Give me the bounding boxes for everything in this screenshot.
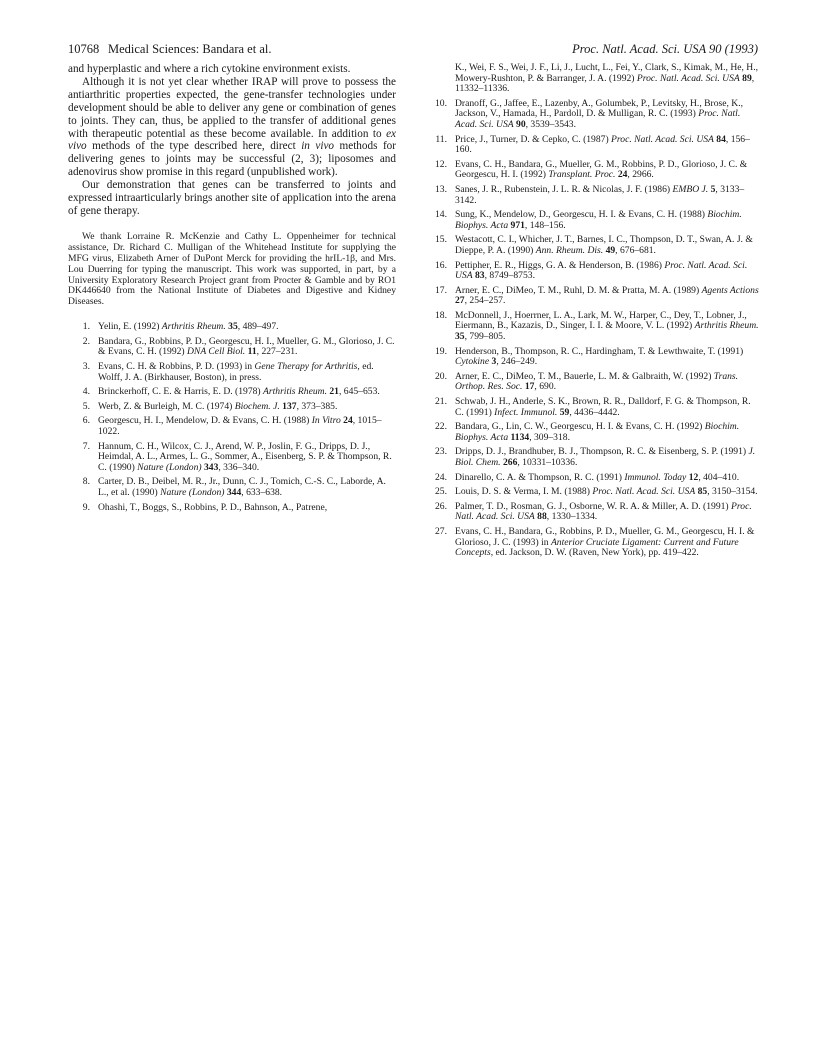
reference-pages: , 799–805. [464, 331, 506, 343]
reference-item [425, 487, 759, 498]
reference-pages: , 8749–8753. [484, 270, 535, 282]
reference-item [425, 160, 759, 181]
reference-item [68, 442, 396, 474]
reference-volume: 137 [279, 400, 297, 412]
reference-journal: Proc. Natl. Acad. Sci. USA [455, 500, 752, 523]
reference-volume: 35 [455, 331, 465, 343]
reference-item [425, 397, 759, 418]
reference-journal: Arthritis Rheum. [694, 320, 759, 332]
reference-item [68, 477, 396, 498]
reference-pages: , 3150–3154. [707, 486, 758, 498]
reference-authors: Sanes, J. R., Rubenstein, J. L. R. & Nicolas, J. F. (1986) [455, 183, 673, 195]
page-header [68, 42, 758, 60]
reference-number: 27. [435, 525, 447, 537]
reference-journal: DNA Cell Biol. [187, 346, 246, 358]
reference-journal: Anterior Cruciate Ligament: Current and Future Concepts [455, 536, 739, 559]
reference-volume: 90 [513, 118, 526, 130]
reference-volume: 84 [713, 133, 726, 145]
reference-volume: 5 [708, 183, 716, 195]
reference-number: 24. [435, 471, 447, 483]
reference-volume: 85 [695, 486, 708, 498]
reference-authors: Henderson, B., Thompson, R. C., Hardingham, T. & Lewthwaite, T. (1991) [455, 345, 744, 357]
reference-authors: Westacott, C. I., Whicher, J. T., Barnes, I. C., Thompson, D. T., Swan, A. J. & Dieppe, P. A. (1990) [455, 234, 753, 256]
reference-item [68, 402, 396, 413]
reference-volume: 27 [455, 295, 465, 307]
text-run: methods of the type described here, direct [86, 140, 302, 153]
reference-authors: Carter, D. B., Deibel, M. R., Jr., Dunn, C. J., Tomich, C.-S. C., Laborde, A. L., et al. (1990) [98, 476, 386, 498]
reference-number: 9. [82, 501, 90, 513]
reference-journal: Infect. Immunol. [494, 406, 558, 418]
reference-authors: Schwab, J. H., Anderle, S. K., Brown, R. R., Dalldorf, F. G. & Thompson, R. C. (1991) [455, 396, 751, 418]
italic-term: in vivo [301, 140, 335, 153]
reference-item [425, 372, 759, 393]
reference-journal: Proc. Natl. Acad. Sci. USA [611, 133, 714, 145]
reference-item [425, 235, 759, 256]
reference-authors: Dranoff, G., Jaffee, E., Lazenby, A., Golumbek, P., Levitsky, H., Brose, K., Jackson, V., Hamada, H., Pardoll, D. & Mulligan, R. C. (1993) [455, 97, 744, 120]
reference-journal: Immunol. Today [624, 471, 687, 483]
italic-term: ex vivo [68, 127, 396, 153]
reference-item [425, 210, 759, 231]
reference-volume: 11 [245, 346, 257, 358]
reference-pages: , 645–653. [338, 386, 380, 398]
reference-authors: Dripps, D. J., Brandhuber, B. J., Thompson, R. C. & Eisenberg, S. P. (1991) [455, 446, 749, 458]
reference-pages: , 10331–10336. [517, 457, 578, 468]
acknowledgment: We thank Lorraine R. McKenzie and Cathy L. Oppenheimer for technical assistance, Dr. Richard C. Mulligan of the Whitehead Institute for supplying the MFG virus, Elizabeth Arner of DuPont Merck for providing the hrIL-1β, and Mrs. Lou Duerring for typing the manuscript. This work was supported, in part, by a University Exploratory Research Project grant from Procter & Gamble and by RO1 DK446640 from the National Institute of Diabetes and Digestive and Kidney Diseases. [68, 230, 396, 308]
reference-authors: Palmer, T. D., Rosman, G. J., Osborne, W. R. A. & Miller, A. D. (1991) [455, 500, 732, 512]
reference-volume: 24 [340, 415, 353, 427]
reference-pages: , 227–231. [256, 346, 298, 358]
reference-journal: Biochim. Biophys. Acta [455, 209, 742, 231]
reference-item [425, 347, 759, 368]
reference-pages: , 11332–11336. [455, 72, 755, 95]
reference-journal: Cytokine [455, 356, 490, 368]
text-run: methods for delivering genes to joints may be successful (2, 3); liposomes and adenovirus show promise in this regard (unpublished work). [68, 140, 396, 179]
reference-number: 3. [82, 361, 90, 372]
reference-pages: , 373–385. [296, 400, 338, 412]
reference-item [425, 311, 759, 343]
reference-volume: 17 [522, 381, 535, 393]
reference-number: 22. [435, 421, 447, 433]
page-number: 10768 [68, 42, 100, 56]
reference-authors: Evans, C. H., Bandara, G., Mueller, G. M., Robbins, P. D., Glorioso, J. C. & Georgescu, H. I. (1992) [455, 158, 748, 181]
reference-journal: Agents Actions [701, 284, 759, 296]
reference-authors: Georgescu, H. I., Mendelow, D. & Evans, C. H. (1988) [98, 415, 312, 427]
journal-citation: Proc. Natl. Acad. Sci. USA 90 (1993) [572, 42, 758, 56]
reference-pages: , 1330–1334. [546, 511, 598, 523]
reference-pages: , 254–257. [464, 295, 506, 307]
reference-authors: Price, J., Turner, D. & Cepko, C. (1987) [455, 133, 612, 145]
reference-pages: , 404–410. [698, 471, 740, 483]
body-text [68, 63, 396, 218]
reference-item [68, 337, 396, 358]
right-column [425, 63, 759, 563]
reference-authors: Hannum, C. H., Wilcox, C. J., Arend, W. P., Joslin, F. G., Dripps, D. J., Heimdal, A. L., Armes, L. G., Sommer, A., Eisenberg, S. P. & Thompson, R. C. (1990) [98, 440, 392, 473]
reference-authors: Bandara, G., Lin, C. W., Georgescu, H. I. & Evans, C. H. (1992) [455, 421, 705, 433]
reference-item [425, 473, 759, 484]
reference-item [425, 447, 759, 468]
reference-volume: 83 [472, 270, 485, 282]
reference-item [425, 185, 759, 206]
reference-list [68, 322, 396, 513]
reference-item [425, 135, 759, 156]
reference-journal: J. Biol. Chem. [455, 446, 756, 468]
reference-journal: Nature (London) [137, 461, 202, 473]
reference-number: 11. [435, 133, 447, 145]
reference-number: 2. [82, 335, 90, 347]
reference-volume: 1134 [508, 431, 530, 443]
reference-pages: , 1015–1022. [98, 415, 382, 437]
reference-journal: EMBO J. [672, 183, 709, 195]
reference-number: 23. [435, 446, 447, 458]
reference-pages: , 676–681. [615, 244, 656, 256]
reference-authors: Evans, C. H. & Robbins, P. D. (1993) in [98, 361, 255, 372]
reference-journal: Nature (London) [160, 486, 225, 498]
reference-number: 10. [435, 97, 447, 109]
reference-authors: Werb, Z. & Burleigh, M. C. (1974) [98, 400, 235, 412]
reference-authors: Pettipher, E. R., Higgs, G. A. & Henderson, B. (1986) [455, 259, 665, 271]
reference-number: 16. [435, 259, 447, 271]
reference-volume: 12 [686, 471, 699, 483]
reference-pages: , ed. Wolff, J. A. (Birkhauser, Boston), in press. [98, 361, 374, 383]
reference-authors: Yelin, E. (1992) [98, 321, 162, 333]
reference-item [425, 261, 759, 282]
reference-pages: , 489–497. [237, 321, 279, 333]
reference-pages: , ed. Jackson, D. W. (Raven, New York), pp. 419–422. [490, 547, 699, 559]
reference-number: 12. [435, 158, 447, 170]
reference-volume: 344 [224, 486, 242, 498]
paragraph: and hyperplastic and where a rich cytokine environment exists. [68, 63, 351, 75]
reference-number: 25. [435, 486, 447, 498]
reference-number: 4. [82, 386, 90, 398]
reference-item [425, 527, 759, 559]
reference-number: 18. [435, 309, 447, 321]
reference-number: 1. [82, 321, 90, 333]
reference-number: 19. [435, 345, 447, 357]
reference-number: 17. [435, 284, 447, 296]
reference-journal: Gene Therapy for Arthritis [254, 361, 358, 372]
reference-authors: McDonnell, J., Hoerrner, L. A., Lark, M. W., Harper, C., Dey, T., Lobner, J., Eiermann, B., Kazazis, D., Singer, I. I. & Moore, V. L. (1992) [455, 309, 747, 332]
reference-number: 15. [435, 234, 447, 246]
reference-volume: 3 [489, 356, 497, 368]
reference-journal: Biochim. Biophys. Acta [455, 421, 740, 443]
reference-authors: Brinckerhoff, C. E. & Harris, E. D. (1978) [98, 386, 264, 398]
reference-pages: , 309–318. [529, 431, 570, 443]
reference-list [425, 63, 759, 559]
reference-volume: 24 [615, 169, 628, 181]
reference-volume: 59 [557, 406, 570, 418]
reference-pages: , 3539–3543. [525, 118, 576, 130]
running-title: Medical Sciences: Bandara et al. [108, 42, 272, 56]
reference-volume: 35 [225, 321, 238, 333]
reference-volume: 21 [326, 386, 339, 398]
reference-journal: Transplant. Proc. [548, 169, 616, 181]
reference-journal: Biochem. J. [234, 400, 280, 412]
reference-number: 14. [435, 209, 447, 221]
reference-authors: Dinarello, C. A. & Thompson, R. C. (1991) [455, 471, 625, 483]
reference-pages: , 633–638. [241, 486, 283, 498]
reference-pages: , 2966. [627, 169, 654, 181]
reference-pages: , 690. [534, 381, 557, 393]
reference-number: 26. [435, 500, 447, 512]
reference-authors: Bandara, G., Robbins, P. D., Georgescu, H. I., Mueller, G. M., Glorioso, J. C. & Evans, C. H. (1992) [98, 335, 395, 358]
paragraph [68, 76, 396, 179]
paragraph: Our demonstration that genes can be transferred to joints and expressed intraarticularly brings another site of application into the arena of gene therapy. [68, 179, 396, 217]
reference-number: 5. [82, 400, 90, 412]
reference-authors: Ohashi, T., Boggs, S., Robbins, P. D., Bahnson, A., Patrene, [98, 501, 328, 513]
reference-pages: , 246–249. [496, 356, 538, 368]
reference-journal: In Vitro [311, 415, 341, 427]
text-run: Although it is not yet clear whether IRAP will prove to possess the antiarthritic properties expected, the gene-transfer technologies under development should be able to deliver any gene or combination of genes to joints. They can, thus, be applied to the transfer of additional genes with therapeutic potential as these become available. In addition to [68, 75, 396, 140]
reference-number: 7. [82, 440, 90, 452]
reference-journal: Trans. Orthop. Res. Soc. [455, 370, 739, 393]
reference-volume: 88 [534, 511, 547, 523]
reference-pages: , 336–340. [218, 461, 260, 473]
reference-number: 20. [435, 370, 447, 382]
reference-authors: Louis, D. S. & Verma, I. M. (1988) [455, 486, 593, 498]
reference-volume: 266 [500, 457, 518, 468]
reference-pages: , 156–160. [455, 133, 750, 156]
reference-item [425, 99, 759, 131]
reference-pages: , 3133–3142. [455, 183, 745, 206]
reference-volume: 89 [739, 72, 752, 84]
reference-volume: 971 [508, 219, 525, 231]
reference-journal: Ann. Rheum. Dis. [535, 244, 604, 256]
reference-authors: K., Wei, F. S., Wei, J. F., Li, J., Lucht, L., Fei, Y., Clark, S., Kimak, M., He, H., Mowery-Rushton, P. & Barranger, J. A. (1992) [455, 62, 759, 84]
reference-authors: Arner, E. C., DiMeo, T. M., Ruhl, D. M. & Pratta, M. A. (1989) [455, 284, 702, 296]
reference-journal: Arthritis Rheum. [263, 386, 327, 398]
reference-item [425, 63, 759, 95]
reference-volume: 343 [201, 461, 219, 473]
reference-number: 8. [82, 476, 90, 488]
reference-number: 21. [435, 396, 447, 408]
reference-pages: , 4436–4442. [569, 406, 620, 418]
reference-pages: , 148–156. [524, 219, 566, 231]
reference-authors: Sung, K., Mendelow, D., Georgescu, H. I. & Evans, C. H. (1988) [455, 209, 708, 221]
reference-item [68, 387, 396, 398]
reference-journal: Arthritis Rheum. [161, 321, 226, 333]
reference-item [68, 503, 396, 514]
reference-item [425, 422, 759, 443]
reference-item [68, 416, 396, 437]
reference-journal: Proc. Natl. Acad. Sci. USA [455, 108, 741, 130]
reference-journal: Proc. Natl. Acad. Sci. USA [592, 486, 696, 498]
reference-journal: Proc. Natl. Acad. Sci. USA [455, 259, 748, 282]
reference-item [425, 286, 759, 307]
reference-authors: Arner, E. C., DiMeo, T. M., Bauerle, L. M. & Galbraith, W. (1992) [455, 370, 714, 382]
reference-item [68, 322, 396, 333]
reference-volume: 49 [603, 244, 616, 256]
reference-item [68, 362, 396, 383]
left-column [68, 63, 396, 517]
reference-journal: Proc. Natl. Acad. Sci. USA [636, 72, 740, 84]
reference-item [425, 502, 759, 523]
reference-number: 13. [435, 183, 447, 195]
reference-authors: Evans, C. H., Bandara, G., Robbins, P. D., Mueller, G. M., Georgescu, H. I. & Glorioso, J. C. (1993) in [455, 525, 755, 548]
reference-number: 6. [82, 415, 90, 427]
